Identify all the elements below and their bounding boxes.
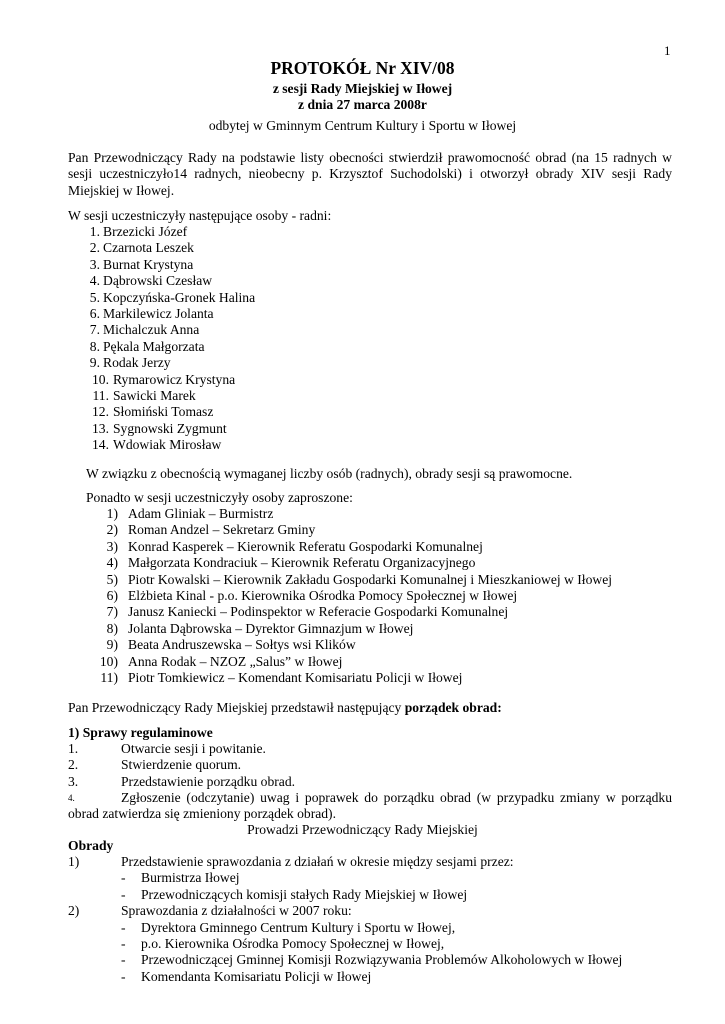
councillor-number: 4. [89,273,100,289]
councillor-name: Burnat Krystyna [103,256,194,272]
dash-bullet: - [121,870,126,886]
obrady-subitem-text: Komendanta Komisariatu Policji w Iłowej [141,968,372,984]
councillor-name: Czarnota Leszek [103,240,194,256]
councillor-item [68,240,255,256]
councillor-item [68,355,255,371]
obrady-subitem [68,887,622,903]
guest-item [68,555,612,571]
document-date: z dnia 27 marca 2008r [298,97,427,112]
guest-text: Janusz Kaniecki – Podinspektor w Referacie Gospodarki Komunalnej [128,604,509,620]
guest-item [68,621,612,637]
guest-number: 1) [106,506,118,521]
guest-item [68,670,612,686]
councillor-name: Markilewicz Jolanta [103,306,214,322]
obrady-subitem [68,870,622,886]
guests-heading: Ponadto w sesji uczestniczyły osoby zaproszone: [86,490,353,505]
obrady-item-number: 2) [68,903,80,919]
councillor-number: 2. [89,240,100,256]
obrady-item [68,854,622,870]
guest-item [68,637,612,653]
guest-text: Jolanta Dąbrowska – Dyrektor Gimnazjum w Iłowej [128,620,414,636]
guest-number: 11) [100,670,118,686]
guest-number: 10) [99,653,118,669]
councillor-number: 9. [89,355,100,371]
agenda-intro [68,700,502,716]
councillor-name: Sawicki Marek [113,388,196,404]
obrady-subitem-text: Przewodniczącej Gminnej Komisji Rozwiązywania Problemów Alkoholowych w Iłowej [141,952,623,968]
councillor-item [68,372,255,388]
councillor-item [68,290,255,306]
guest-number: 5) [106,571,118,587]
councillor-name: Rymarowicz Krystyna [113,371,236,387]
councillor-item [68,339,255,355]
guest-text: Roman Andzel – Sekretarz Gminy [128,522,316,538]
councillor-number: 1. [89,224,100,239]
chair-note: Prowadzi Przewodniczący Rady Miejskiej [247,822,478,837]
agenda-item-4-text: Zgłoszenie (odczytanie) uwag i poprawek do porządku obrad (w przypadku zmiany w porządku obrad zatwierdza się zmieniony porządek obrad). [68,790,672,822]
document-subtitle: z sesji Rady Miejskiej w Iłowej [272,81,453,96]
guest-text: Anna Rodak – NZOZ „Salus” w Iłowej [128,653,343,669]
guest-number: 6) [106,588,118,604]
councillor-number: 7. [89,322,100,338]
agenda-item [68,741,295,757]
section-regulaminowe-heading: 1) Sprawy regulaminowe [68,725,213,740]
councillor-number: 13. [92,420,109,436]
councillor-item [68,224,255,240]
guests-list [68,506,612,686]
councillor-number: 8. [89,338,100,354]
dash-bullet: - [121,886,126,902]
dash-bullet: - [121,919,126,935]
section-regulaminowe-list [68,741,295,790]
councillor-name: Rodak Jerzy [103,355,171,371]
document-title: PROTOKÓŁ Nr XIV/08 [270,58,455,78]
councillor-item [68,322,255,338]
guest-item [68,506,612,522]
councillor-number: 3. [89,256,100,272]
councillor-number: 10. [92,371,109,387]
agenda-item-4-number: 4. [68,793,75,803]
councillor-item [68,437,255,453]
guest-text: Beata Andruszewska – Sołtys wsi Klików [128,637,356,653]
obrady-item-text: Sprawozdania z działalności w 2007 roku: [121,903,352,919]
agenda-item-number: 2. [68,757,79,773]
guest-text: Elżbieta Kinal - p.o. Kierownika Ośrodka Pomocy Społecznej w Iłowej [128,588,518,604]
councillor-item [68,257,255,273]
agenda-intro-text: Pan Przewodniczący Rady Miejskiej przedstawił następujący [68,700,405,715]
page-number: 1 [664,43,671,58]
obrady-subitem-text: Przewodniczących komisji stałych Rady Miejskiej w Iłowej [141,886,468,902]
obrady-subitem [68,936,622,952]
agenda-item [68,774,295,790]
quorum-note: W związku z obecnością wymaganej liczby osób (radnych), obrady sesji są prawomocne. [86,466,573,481]
guest-item [68,654,612,670]
councillor-number: 14. [92,437,109,453]
guest-item [68,588,612,604]
councillor-item [68,388,255,404]
councillor-name: Brzezicki Józef [103,224,188,239]
councillor-name: Pękala Małgorzata [103,338,205,354]
guest-text: Małgorzata Kondraciuk – Kierownik Referatu Organizacyjnego [128,555,476,571]
intro-paragraph: Pan Przewodniczący Rady na podstawie listy obecności stwierdził prawomocność obrad (na 15 radnych w sesji uczestniczyło14 radnych, nieobecny p. Krzysztof Suchodolski) i otworzył obrady XIV sesji Rady Miejskiej w Iłowej. [68,150,672,198]
guest-number: 9) [106,637,118,653]
guest-text: Piotr Tomkiewicz – Komendant Komisariatu Policji w Iłowej [128,670,463,686]
councillor-number: 11. [92,388,109,404]
guest-text: Piotr Kowalski – Kierownik Zakładu Gospodarki Komunalnej i Mieszkaniowej w Iłowej [128,571,612,587]
obrady-item [68,903,622,919]
agenda-item [68,757,295,773]
councillor-name: Michalczuk Anna [103,322,200,338]
councillor-name: Sygnowski Zygmunt [113,420,227,436]
councillor-item [68,273,255,289]
guest-number: 3) [106,538,118,554]
dash-bullet: - [121,968,126,984]
obrady-subitem-text: p.o. Kierownika Ośrodka Pomocy Społecznej w Iłowej, [141,936,445,952]
councillor-name: Słomiński Tomasz [113,404,214,420]
section-obrady-list [68,854,622,985]
councillor-name: Kopczyńska-Gronek Halina [103,289,256,305]
guest-text: Konrad Kasperek – Kierownik Referatu Gospodarki Komunalnej [128,538,483,554]
dash-bullet: - [121,936,126,952]
guest-number: 2) [106,522,118,538]
agenda-item-4 [68,790,672,823]
guest-text: Adam Gliniak – Burmistrz [128,506,274,521]
obrady-subitem [68,969,622,985]
obrady-subitem [68,952,622,968]
guest-item [68,522,612,538]
guest-number: 7) [106,604,118,620]
guest-item [68,539,612,555]
guest-item [68,572,612,588]
councillor-item [68,306,255,322]
section-obrady-heading: Obrady [68,838,114,853]
agenda-intro-bold: porządek obrad: [404,700,502,715]
guest-item [68,604,612,620]
councillor-name: Wdowiak Mirosław [113,437,222,453]
councillor-name: Dąbrowski Czesław [103,273,213,289]
agenda-item-text: Stwierdzenie quorum. [121,757,242,773]
obrady-item-number: 1) [68,854,80,869]
obrady-item-text: Przedstawienie sprawozdania z działań w okresie między sesjami przez: [121,854,514,869]
guest-number: 8) [106,620,118,636]
agenda-item-number: 3. [68,773,79,789]
document-location: odbytej w Gminnym Centrum Kultury i Sportu w Iłowej [208,118,517,133]
obrady-subitem [68,920,622,936]
agenda-item-text: Otwarcie sesji i powitanie. [121,741,266,756]
dash-bullet: - [121,952,126,968]
agenda-item-number: 1. [68,741,79,756]
councillor-number: 5. [89,289,100,305]
councillor-item [68,404,255,420]
guest-number: 4) [106,555,118,571]
agenda-item-text: Przedstawienie porządku obrad. [121,773,296,789]
councillors-heading: W sesji uczestniczyły następujące osoby - radni: [68,208,332,223]
councillor-item [68,421,255,437]
councillor-number: 6. [89,306,100,322]
obrady-subitem-text: Dyrektora Gminnego Centrum Kultury i Sportu w Iłowej, [141,919,456,935]
obrady-subitem-text: Burmistrza Iłowej [141,870,240,886]
councillor-number: 12. [92,404,109,420]
councillors-list [68,224,255,454]
